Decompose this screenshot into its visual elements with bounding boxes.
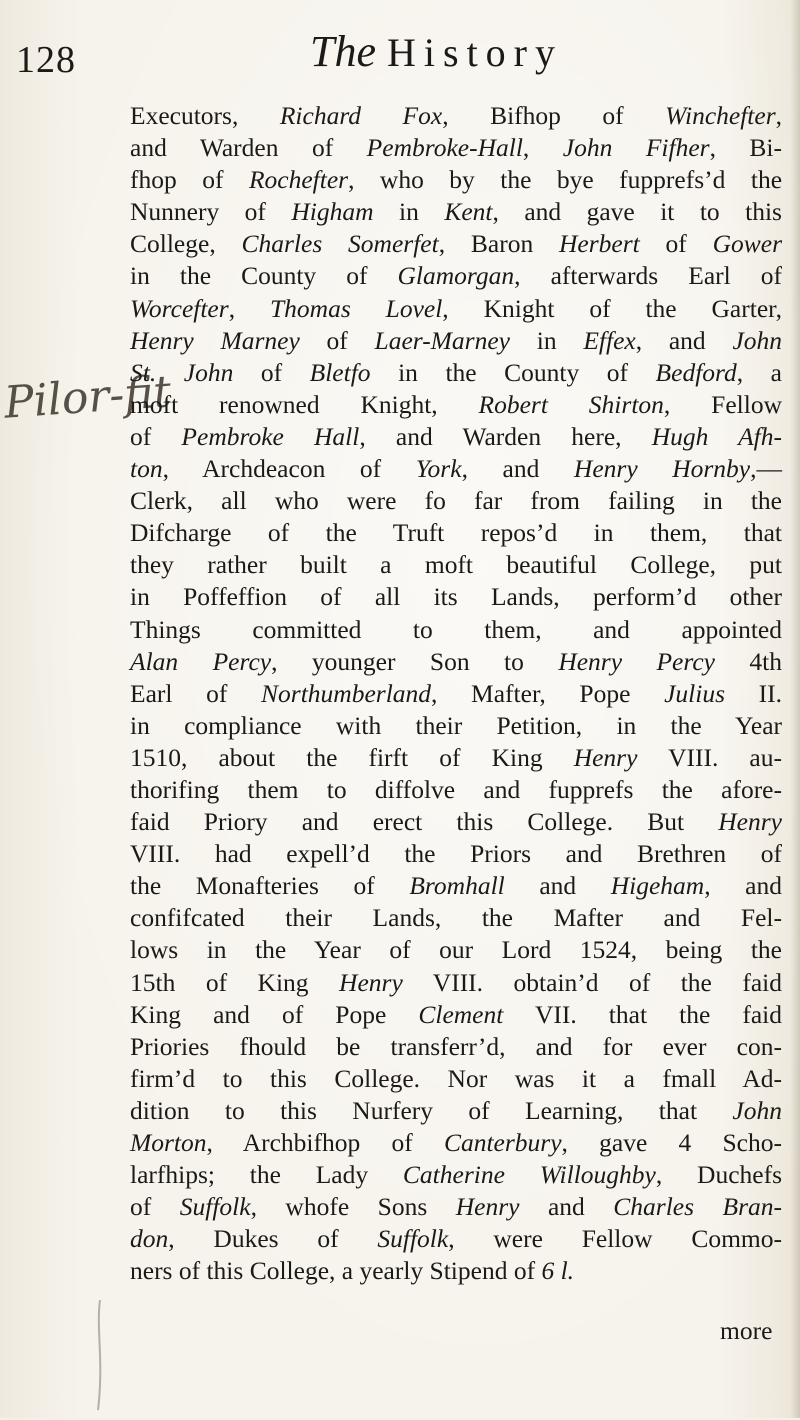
catchword: more <box>720 1316 773 1345</box>
text-segment: Things committed to them, and appointed <box>130 614 782 644</box>
text-line <box>130 1223 782 1255</box>
text-segment: in Poffeffion of all its Lands, perform’d other <box>130 582 782 612</box>
italic-text-segment: Henry Percy <box>558 646 715 676</box>
handwritten-margin-note: Pilor-fit <box>2 366 173 429</box>
italic-text-segment: Canterbury <box>443 1128 562 1157</box>
text-segment: in <box>373 197 445 227</box>
text-segment: and <box>519 1192 614 1222</box>
text-segment: , Archdeacon of <box>162 454 416 484</box>
pen-mark-decoration <box>70 1290 130 1420</box>
italic-text-segment: don <box>130 1224 169 1254</box>
italic-text-segment: Suffolk <box>179 1192 251 1222</box>
italic-text-segment: ton <box>130 454 163 484</box>
italic-text-segment: Higham <box>291 197 374 227</box>
text-segment: , afterwards Earl of <box>514 261 782 291</box>
italic-text-segment: Bedford <box>655 357 737 387</box>
text-line <box>130 293 782 325</box>
text-line <box>130 517 782 549</box>
text-line <box>130 389 782 421</box>
text-line <box>130 1127 782 1159</box>
text-segment: , Baron <box>438 229 559 259</box>
italic-text-segment: Catherine Willoughby <box>402 1160 656 1190</box>
text-segment: , who by the bye fupprefs’d the <box>348 165 783 195</box>
page-edge-shadow <box>790 0 800 1418</box>
text-line <box>130 646 782 678</box>
text-segment: , Fellow <box>663 389 782 419</box>
italic-text-segment: Winchefter <box>665 101 776 130</box>
text-line <box>130 774 782 806</box>
text-segment: and Warden of <box>130 133 367 163</box>
running-head-title <box>310 26 563 77</box>
text-segment: , Dukes of <box>168 1224 378 1254</box>
running-head <box>0 24 800 94</box>
text-segment: in the County of <box>370 357 656 387</box>
text-segment: , and Warden here, <box>359 421 652 451</box>
text-segment: of <box>233 357 310 387</box>
italic-text-segment: Kent <box>444 197 493 227</box>
text-line <box>130 485 782 517</box>
text-segment: , Bifhop of <box>442 101 666 130</box>
text-line <box>130 549 782 581</box>
text-line <box>130 1159 782 1191</box>
text-segment: VII. that the faid <box>503 999 782 1029</box>
text-segment: ,— <box>750 454 783 484</box>
text-segment: in the County of <box>130 261 398 291</box>
italic-text-segment: Clement <box>418 999 504 1029</box>
text-segment: ners of this College, a yearly Stipend of <box>130 1256 542 1286</box>
text-line <box>130 710 782 742</box>
italic-text-segment: Bletfo <box>309 357 371 387</box>
text-segment: , and gave it to this <box>492 197 782 227</box>
text-line <box>130 1063 782 1095</box>
italic-text-segment: Northumberland <box>261 678 432 708</box>
text-segment: dition to this Nurfery of Learning, that <box>130 1095 733 1125</box>
body-text <box>130 100 782 1287</box>
text-line <box>130 967 782 999</box>
text-segment: , whofe Sons <box>250 1192 456 1222</box>
text-segment: in compliance with their Petition, in the Year <box>130 710 782 740</box>
italic-text-segment: Pembroke Hall <box>181 421 360 451</box>
text-line <box>130 453 782 485</box>
text-line <box>130 934 782 966</box>
text-segment: , and <box>704 871 782 901</box>
text-segment: , Knight of the Garter, <box>442 293 782 323</box>
text-segment: faid Priory and erect this College. But <box>130 807 719 837</box>
italic-text-segment: Glamorgan <box>397 261 515 291</box>
text-segment: Clerk, all who were fo far from failing in the <box>130 486 782 516</box>
text-segment: , <box>522 133 563 163</box>
italic-text-segment: Charles Somerfet <box>241 229 439 259</box>
text-segment: confifcated their Lands, the Mafter and Fel- <box>130 903 782 933</box>
text-line <box>130 228 782 260</box>
text-segment: of <box>130 421 182 451</box>
text-segment: fhop of <box>130 165 249 195</box>
italic-text-segment: John <box>732 325 783 355</box>
text-segment: of <box>299 325 375 355</box>
italic-text-segment: Bromhall <box>409 871 505 901</box>
text-segment: , younger Son to <box>271 646 559 676</box>
text-segment: they rather built a moft beautiful College, put <box>130 550 782 580</box>
text-line <box>130 838 782 870</box>
text-segment: larfhips; the Lady <box>130 1160 403 1190</box>
text-segment: , gave 4 Scho- <box>561 1128 782 1157</box>
italic-text-segment: Laer-Marney <box>374 325 510 355</box>
text-segment: VIII. obtain’d of the faid <box>402 967 783 997</box>
text-segment: College, <box>130 229 242 259</box>
text-segment: Difcharge of the Truft repos’d in them, that <box>130 518 782 548</box>
italic-text-segment: Charles Bran- <box>613 1192 782 1222</box>
text-segment: firm’d to this College. Nor was it a fmall Ad- <box>130 1063 782 1093</box>
text-segment: , Archbifhop of <box>206 1128 444 1157</box>
text-segment: Priories fhould be transferr’d, and for ever con- <box>130 1031 782 1061</box>
italic-text-segment: Thomas Lovel <box>269 293 443 323</box>
text-segment: of <box>639 229 713 259</box>
text-segment: VIII. had expell’d the Priors and Brethren of <box>130 839 782 869</box>
text-segment: of <box>130 1192 180 1222</box>
text-segment: thorifing them to diffolve and fupprefs the afore- <box>130 774 782 804</box>
text-line <box>130 999 782 1031</box>
text-line <box>130 132 782 164</box>
text-segment: King and of Pope <box>130 999 419 1029</box>
text-line <box>130 742 782 774</box>
italic-text-segment: Henry Hornby <box>573 454 751 484</box>
text-line <box>130 902 782 934</box>
text-line <box>130 260 782 292</box>
text-segment: , and <box>635 325 733 355</box>
italic-text-segment: York <box>415 454 462 484</box>
text-line <box>130 1095 782 1127</box>
text-segment: , <box>775 101 782 130</box>
text-segment: the Monafteries of <box>130 871 410 901</box>
text-segment: II. <box>725 678 783 708</box>
text-segment: Earl of <box>130 678 262 708</box>
text-line <box>130 196 782 228</box>
italic-text-segment: St. John <box>130 357 234 387</box>
italic-text-segment: Henry <box>718 807 782 837</box>
text-line <box>130 1255 782 1287</box>
text-line <box>130 421 782 453</box>
italic-text-segment: Morton <box>130 1128 207 1157</box>
running-head-word: History <box>387 30 563 75</box>
text-segment: lows in the Year of our Lord 1524, being the <box>130 935 782 965</box>
text-line <box>130 870 782 902</box>
italic-text-segment: Alan Percy <box>130 646 272 676</box>
text-line <box>130 581 782 613</box>
text-line <box>130 325 782 357</box>
italic-text-segment: Henry <box>339 967 403 997</box>
italic-text-segment: John Fifher <box>562 133 710 163</box>
text-segment: 4th <box>714 646 783 676</box>
italic-text-segment: Henry <box>455 1192 520 1222</box>
italic-text-segment: Effex <box>583 325 636 355</box>
italic-text-segment: Suffolk <box>377 1224 449 1254</box>
text-segment: in <box>510 325 584 355</box>
text-segment: Nunnery of <box>130 197 292 227</box>
text-segment: 15th of King <box>130 967 340 997</box>
text-segment: 1510, about the firft of King <box>130 742 574 772</box>
italic-text-segment: Higeham <box>610 871 705 901</box>
text-segment: , Mafter, Pope <box>431 678 665 708</box>
italic-text-segment: Gower <box>712 229 782 259</box>
text-segment: and <box>504 871 611 901</box>
italic-text-segment: 6 l. <box>541 1256 575 1286</box>
text-segment: , were Fellow Commo- <box>448 1224 782 1254</box>
italic-text-segment: Rochefter <box>248 165 349 195</box>
text-segment: , <box>228 293 270 323</box>
text-segment: Executors, <box>130 101 280 130</box>
italic-text-segment: Herbert <box>559 229 640 259</box>
page-number: 128 <box>16 39 76 81</box>
italic-text-segment: Henry <box>573 742 638 772</box>
italic-text-segment: Julius <box>664 678 725 708</box>
italic-text-segment: Worcefter <box>130 293 229 323</box>
italic-text-segment: Pembroke-Hall <box>366 133 523 163</box>
running-head-prefix: The <box>310 27 376 76</box>
text-line <box>130 806 782 838</box>
text-line <box>130 678 782 710</box>
italic-text-segment: Hugh Afh- <box>651 421 783 451</box>
italic-text-segment: John <box>732 1095 782 1125</box>
text-line <box>130 357 782 389</box>
text-line <box>130 1191 782 1223</box>
text-segment: , Duchefs <box>655 1160 783 1190</box>
text-segment: , a <box>736 357 782 387</box>
text-line <box>130 164 782 196</box>
text-segment: moft renowned Knight, <box>130 389 479 419</box>
text-segment: , Bi- <box>709 133 782 163</box>
italic-text-segment: Robert Shirton <box>478 389 664 419</box>
text-segment: VIII. au- <box>637 742 782 772</box>
italic-text-segment: Richard Fox <box>279 101 443 130</box>
text-line <box>130 100 782 132</box>
text-line <box>130 1031 782 1063</box>
italic-text-segment: Henry Marney <box>130 325 300 355</box>
text-segment: , and <box>461 454 574 484</box>
text-line <box>130 614 782 646</box>
